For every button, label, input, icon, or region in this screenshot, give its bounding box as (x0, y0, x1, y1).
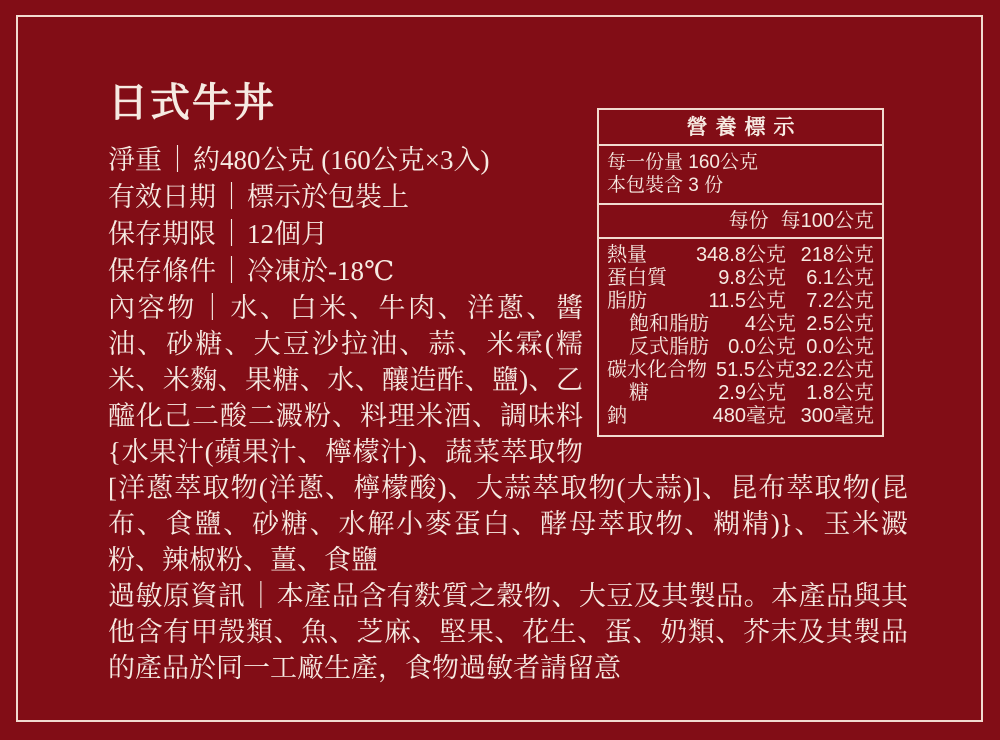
nutrition-row-trans-fat: 反式脂肪 0.0公克 0.0公克 (629, 336, 874, 358)
detail-label: 保存條件 (108, 256, 216, 286)
label-separator: ｜ (218, 182, 245, 212)
label-separator: ｜ (164, 145, 191, 175)
nutrition-row-protein: 蛋白質 9.8公克 6.1公克 (607, 267, 874, 289)
label-separator: ｜ (218, 256, 245, 286)
detail-label: 有效日期 (108, 182, 216, 212)
nutrition-column-headers (599, 205, 882, 239)
allergen-paragraph (108, 578, 908, 686)
allergen-text: 本產品含有麩質之穀物、大豆及其製品。本產品與其他含有甲殼類、魚、芝麻、堅果、花生、蛋、奶類、芥末及其製品的產品於同一工廠生產，食物過敏者請留意 (108, 581, 909, 683)
detail-value: 12個月 (247, 219, 328, 249)
detail-label: 保存期限 (108, 219, 216, 249)
nutrition-row-sodium: 鈉 480毫克 300毫克 (607, 405, 874, 427)
col-header-per-serving: 每份 (728, 210, 769, 232)
product-info-content (108, 80, 908, 686)
ingredients-label: 內容物 (108, 293, 197, 323)
nutrition-row-fat: 脂肪 11.5公克 7.2公克 (607, 290, 874, 312)
detail-label: 淨重 (108, 145, 162, 175)
detail-value: 約480公克 (160公克×3入) (193, 145, 490, 175)
nutrition-facts-table (597, 108, 884, 437)
detail-value: 標示於包裝上 (247, 182, 409, 212)
detail-value: 冷凍於-18℃ (247, 256, 395, 286)
nutrition-row-sugar: 糖 2.9公克 1.8公克 (629, 382, 874, 404)
nutrition-rows (599, 239, 882, 435)
ingredients-text: 水、白米、牛肉、洋蔥、醬油、砂糖、大豆沙拉油、蒜、米霖(糯米、米麴、果糖、水、釀造酢、鹽)、乙醯化己二酸二澱粉、料理米酒、調味料{水果汁(蘋果汁、檸檬汁)、蔬菜萃取物[洋蔥萃取物(洋蔥、檸檬酸)、大蒜萃取物(大蒜)]、昆布萃取物(昆布、食鹽、砂糖、水解小麥蛋白、酵母萃取物、糊精)}、玉米澱粉、辣椒粉、薑、食鹽 (108, 293, 908, 575)
nutrition-row-saturated-fat: 飽和脂肪 4公克 2.5公克 (629, 313, 874, 335)
allergen-label: 過敏原資訊 (108, 581, 246, 611)
label-separator: ｜ (218, 219, 245, 249)
product-title: 日式牛丼 (108, 80, 276, 125)
label-separator: ｜ (198, 293, 229, 323)
col-header-per-100g: 每100公克 (780, 210, 874, 232)
nutrition-row-calories: 熱量 348.8公克 218公克 (607, 244, 874, 266)
serving-size: 每一份量 160公克 (607, 152, 758, 173)
label-separator: ｜ (247, 581, 275, 611)
nutrition-row-carbohydrate: 碳水化合物 51.5公克 32.2公克 (607, 359, 874, 381)
servings-per-pack: 本包裝含 3 份 (607, 175, 724, 196)
nutrition-title: 營養標示 (599, 110, 882, 146)
nutrition-serving-info (599, 146, 882, 205)
